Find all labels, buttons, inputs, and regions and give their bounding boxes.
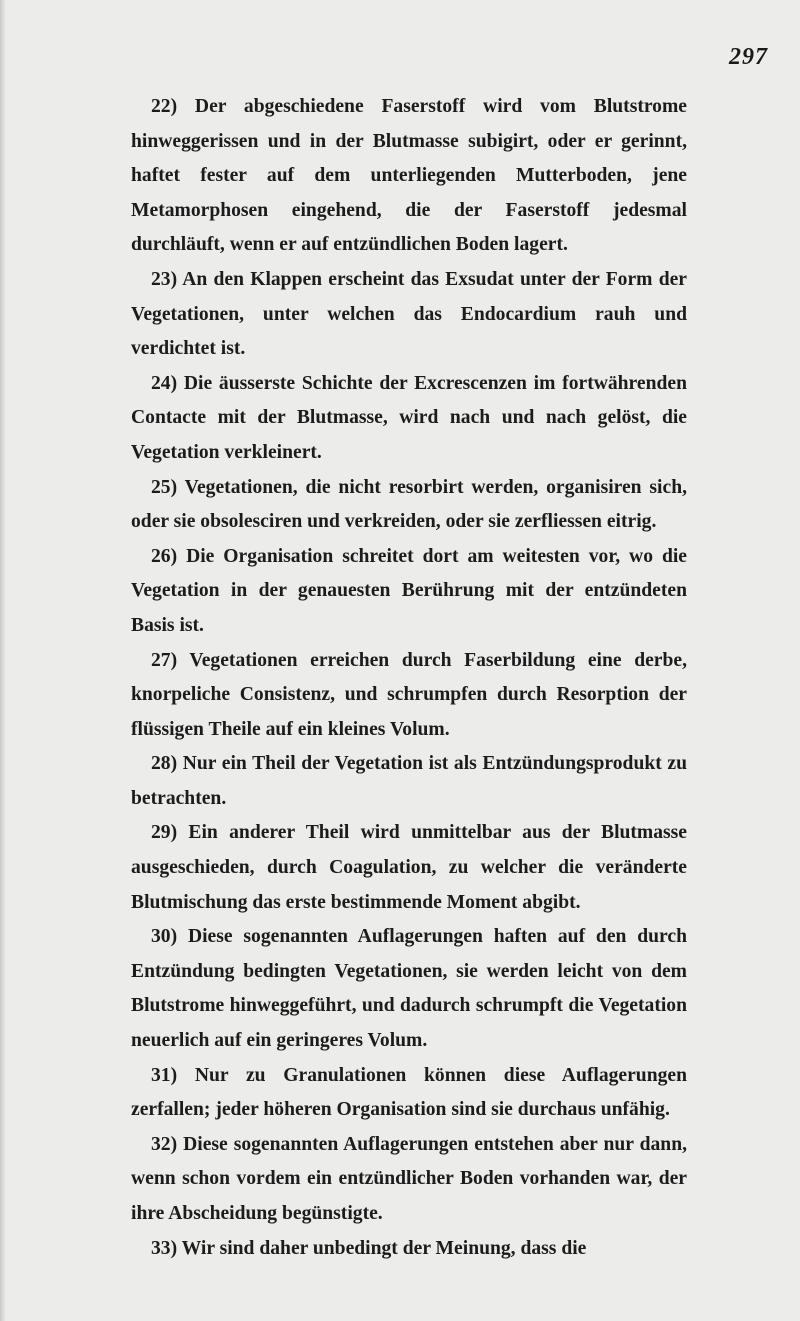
page-number: 297	[729, 44, 768, 70]
paragraph-25: 25) Vegetationen, die nicht resorbirt werden, organisiren sich, oder sie obsolesciren und verkreiden, oder sie zerfliessen eitrig.	[131, 476, 687, 533]
paragraph-30: 30) Diese sogenannten Auflagerungen haften auf den durch Entzündung bedingten Vegetationen, sie werden leicht von dem Blutstrome hinweggeführt, und dadurch schrumpft die Vegetation neuerlich auf ein geringeres Volum.	[131, 926, 687, 1052]
paragraph-26: 26) Die Organisation schreitet dort am weitesten vor, wo die Vegetation in der genauesten Berührung mit der entzündeten Basis ist.	[131, 545, 687, 636]
paragraph-29: 29) Ein anderer Theil wird unmittelbar aus der Blutmasse ausgeschieden, durch Coagulation, zu welcher die veränderte Blutmischung das erste bestimmende Moment abgibt.	[131, 822, 687, 913]
paragraph-31: 31) Nur zu Granulationen können diese Auflagerungen zerfallen; jeder höheren Organisation sind sie durchaus unfähig.	[131, 1064, 687, 1121]
paragraph-23: 23) An den Klappen erscheint das Exsudat unter der Form der Vegetationen, unter welchen das Endocardium rauh und verdichtet ist.	[131, 268, 687, 360]
paragraph-22: 22) Der abgeschiedene Faserstoff wird vom Blutstrome hinweggerissen und in der Blutmasse subigirt, oder er gerinnt, haftet fester auf dem unterliegenden Mutterboden, jene Metamorphosen eingehend, die der Faserstoff jedesmal durchläuft, wenn er auf entzündlichen Boden lagert.	[131, 96, 687, 256]
page-edge-shadow	[0, 0, 6, 1321]
paragraph-32: 32) Diese sogenannten Auflagerungen entstehen aber nur dann, wenn schon vordem ein entzündlicher Boden vorhanden war, der ihre Abscheidung begünstigte.	[131, 1133, 687, 1224]
body-text	[131, 90, 687, 1266]
paragraph-24: 24) Die äusserste Schichte der Excrescenzen im fortwährenden Contacte mit der Blutmasse, wird nach und nach gelöst, die Vegetation verkleinert.	[131, 372, 687, 463]
paragraph-27: 27) Vegetationen erreichen durch Faserbildung eine derbe, knorpeliche Consistenz, und schrumpfen durch Resorption der flüssigen Theile auf ein kleines Volum.	[131, 649, 687, 740]
paragraph-28: 28) Nur ein Theil der Vegetation ist als Entzündungsprodukt zu betrachten.	[131, 753, 687, 809]
paragraph-33: 33) Wir sind daher unbedingt der Meinung, dass die	[151, 1237, 587, 1259]
